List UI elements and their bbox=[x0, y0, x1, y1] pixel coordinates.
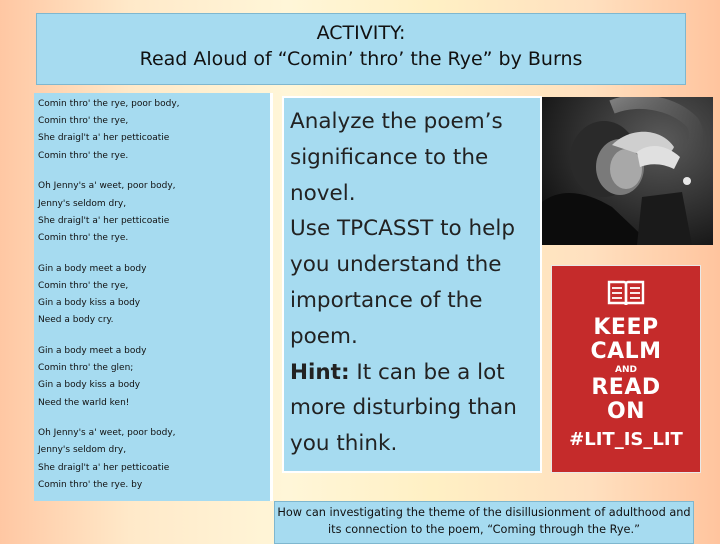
poem-line: Comin thro' the glen; bbox=[38, 363, 134, 374]
poem-line: Comin thro' the rye, bbox=[38, 280, 129, 291]
poem-line: Jenny's seldom dry, bbox=[38, 445, 127, 456]
book-icon bbox=[606, 278, 646, 308]
poster-on: ON bbox=[606, 399, 646, 424]
poem-line: Gin a body meet a body bbox=[38, 345, 147, 356]
poem-line: Oh Jenny's a' weet, poor body, bbox=[38, 428, 176, 439]
poem-line: Need a body cry. bbox=[38, 315, 114, 326]
poem-stanza bbox=[38, 261, 270, 330]
poem-line: Gin a body kiss a body bbox=[38, 298, 141, 309]
poem-line: She draigl't a' her petticoatie bbox=[38, 133, 170, 144]
slide-title-line2: Read Aloud of “Comin’ thro’ the Rye” by Burns bbox=[139, 48, 583, 70]
poem-line: She draigl't a' her petticoatie bbox=[38, 462, 170, 473]
poem-line: Comin thro' the rye. by bbox=[38, 479, 143, 490]
poem-stanza bbox=[38, 96, 270, 165]
hint-text: It can be a lot more disturbing than you think. bbox=[290, 359, 517, 457]
poem-line: Comin thro' the rye. bbox=[38, 150, 129, 161]
hint-paragraph bbox=[290, 355, 540, 462]
guiding-question-box bbox=[274, 501, 694, 544]
slide-title-line1: ACTIVITY: bbox=[316, 22, 406, 44]
poem-stanza bbox=[38, 343, 270, 412]
poem-stanza bbox=[38, 425, 270, 494]
poem-text-box bbox=[34, 93, 273, 501]
poster-calm: CALM bbox=[590, 339, 662, 364]
poem-stanza bbox=[38, 178, 270, 247]
keep-calm-poster bbox=[551, 265, 701, 473]
poster-keep: KEEP bbox=[593, 315, 659, 340]
tpcasst-instruction: Use TPCASST to help you understand the importance of the poem. bbox=[290, 216, 515, 349]
poem-line: Oh Jenny's a' weet, poor body, bbox=[38, 181, 176, 192]
hint-label: Hint: bbox=[290, 359, 350, 385]
poem-line: Comin thro' the rye, poor body, bbox=[38, 99, 180, 109]
poem-line: Gin a body meet a body bbox=[38, 263, 147, 274]
poem-line: Gin a body kiss a body bbox=[38, 380, 141, 391]
poem-line: Need the warld ken! bbox=[38, 397, 130, 408]
photo-illustration bbox=[542, 97, 713, 245]
poem-body bbox=[34, 93, 270, 494]
analysis-box bbox=[282, 96, 542, 473]
poster-hashtag: #LIT_IS_LIT bbox=[569, 429, 683, 450]
poem-line: Comin thro' the rye. bbox=[38, 232, 129, 243]
poem-line: Jenny's seldom dry, bbox=[38, 198, 127, 209]
analysis-instruction: Analyze the poem’s significance to the novel. bbox=[290, 109, 503, 206]
guiding-question: How can investigating the theme of the disillusionment of adulthood and its connection to the poem, “Coming through the Rye.” bbox=[277, 506, 691, 536]
poster-and: AND bbox=[615, 365, 637, 375]
title-box bbox=[36, 13, 686, 85]
poem-line: Comin thro' the rye, bbox=[38, 116, 129, 127]
poster-read: READ bbox=[591, 375, 661, 400]
man-holding-head-photo bbox=[542, 97, 713, 245]
poem-line: She draigl't a' her petticoatie bbox=[38, 215, 170, 226]
